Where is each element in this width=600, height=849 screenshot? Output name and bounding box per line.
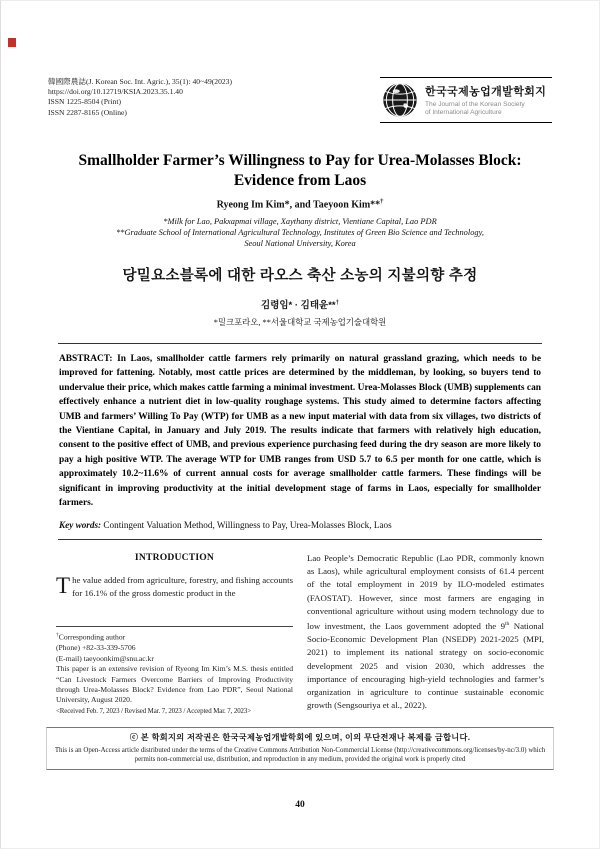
keywords-list: Contingent Valuation Method, Willingness to Pay, Urea-Molasses Block, Laos [103,520,392,531]
affiliation-2-cont: Seoul National University, Korea [244,238,356,248]
copyright-korean: ⓒ 본 학회지의 저작권은 한국국제농업개발학회에 있으며, 이의 무단전재나 복제를 금합니다. [129,733,471,742]
article-title: Smallholder Farmer’s Willingness to Pay for Urea-Molasses Block: Evidence from Laos [78,152,522,189]
korean-title: 당밀요소블록에 대한 라오스 축산 소농의 지불의향 추정 [122,268,478,284]
introduction-paragraph: The value added from agriculture, forestry, and fishing accounts for 16.1% of the gross domestic product in the [56,573,293,599]
right-column [307,552,544,717]
issn-print-line: ISSN 1225-8504 (Print) [48,97,121,107]
journal-citation-line: 韓國際農誌(J. Korean Soc. Int. Agric.), 35(1): 40~49(2023) [48,77,233,86]
ordinal-superscript: th [504,621,510,628]
phone-note: (Phone) +82-33-339-5706 [56,643,136,653]
society-name-korean: 한국국제농업개발학회지 [425,85,547,98]
publication-info [48,77,232,118]
affiliation-2: **Graduate School of International Agricultural Technology, Institutes of Green Bio Science and Technology, [116,227,484,237]
abstract-label: ABSTRACT: [59,354,113,364]
page-header [48,77,552,123]
authors-line: Ryeong Im Kim*, and Taeyoon Kim**† [216,198,384,211]
page-number: 40 [295,800,305,810]
email-note: (E-mail) taeyoonkim@snu.ac.kr [56,653,154,663]
journal-masthead [380,77,552,123]
abstract-section [58,343,542,540]
introduction-heading: INTRODUCTION [134,552,215,563]
keywords-label: Key words: [59,520,102,531]
masthead-text [425,83,550,118]
left-column [56,552,293,717]
keywords-line [59,520,541,530]
doi-line: https://doi.org/10.12719/KSIA.2023.35.1.40 [48,87,183,97]
korean-affiliation: *밀크포라오, **서울대학교 국제농업기술대학원 [213,318,387,327]
body-columns [56,552,544,717]
title-block [48,151,552,249]
open-access-statement: This is an Open-Access article distributed under the terms of the Creative Commons Attribution Non-Commercial License (http://creativecommons.org/licenses/by-nc/3.0) which permits non-commercial use, distribution, and reproduction in any medium, provided the original work is properly cited [54,747,546,763]
dropcap: T [56,573,71,598]
globe-icon [382,82,418,118]
society-name-english: The Journal of the Korean Society of International Agriculture [425,100,525,116]
korean-title-block [48,264,552,328]
received-dates: <Received Feb. 7, 2023 / Revised Mar. 7, 2023 / Accepted Mar. 7, 2023> [56,707,252,715]
affiliation-1: *Milk for Lao, Pakxapmai village, Xaythany district, Vientiane Capital, Lao PDR [163,217,437,227]
red-marker-icon [8,38,16,47]
footnote-block [56,626,293,717]
affiliations [48,217,552,249]
introduction-continued-paragraph: Lao People’s Democratic Republic (Lao PDR, commonly known as Laos), while agricultural employment consists of 61.4 percent of the total employment in 2019 by ILO-modeled estimates (FAOSTAT). However, since most farmers are engaging in conventional agriculture without using modern technology due to low investment, the Laos government adopted the 9th National Socio-Economic Development Plan (NSEDP) 2021-2025 (MPI, 2021) to implement its national strategy on socio-economic development 2025 and vision 2030, which addresses the importance of encouraging high-yield technologies and farmer’s organization in agriculture to continue sustainable economic growth (Sengsouriya et al., 2022). [307,553,545,711]
copyright-notice [46,727,554,770]
abstract-paragraph: ABSTRACT: In Laos, smallholder cattle farmers rely primarily on natural grassland grazing, which needs to be improved for fattening. Notably, most cattle prices are determined by the middleman, by looking, so buyers tend to undervalue their price, which makes cattle farming a minimal investment. Urea-Molasses Block (UMB) supplements can effectively enhance a nutrient diet in low-quality roughage systems. This study aimed to determine factors affecting UMB and farmers’ Willing To Pay (WTP) for UMB as a new input material with data from six villages, two districts of the Vientiane Capital, in January and July 2019. The results indicate that farmers with relatively high education, consent to the positive effect of UMB, and previous experience purchasing feed during the dry season are more likely to pay a high positive WTP. The average WTP for UMB ranges from USD 5.7 to 6.5 per month for one cattle, which is approximately 10.2~11.6% of current annual costs for average smallholder cattle farmers. These findings will be significant in improving productivity at the initial development stage of farms in Laos, especially for smallholder farmers. [59,354,542,509]
issn-online-line: ISSN 2287-8165 (Online) [48,107,127,117]
corresponding-author-dagger: † [380,198,384,205]
thesis-note: This paper is an extensive revision of Ryeong Im Kim’s M.S. thesis entitled “Can Livestock Farmers Overcome Barriers of Improving Productivity through Urea-Molasses Block? Evidence from Lao PDR”, Seoul National University, August 2020. [56,664,293,705]
korean-authors: 김령임* · 김태윤**† [261,299,339,311]
corresponding-author-note: †Corresponding author [56,632,126,642]
